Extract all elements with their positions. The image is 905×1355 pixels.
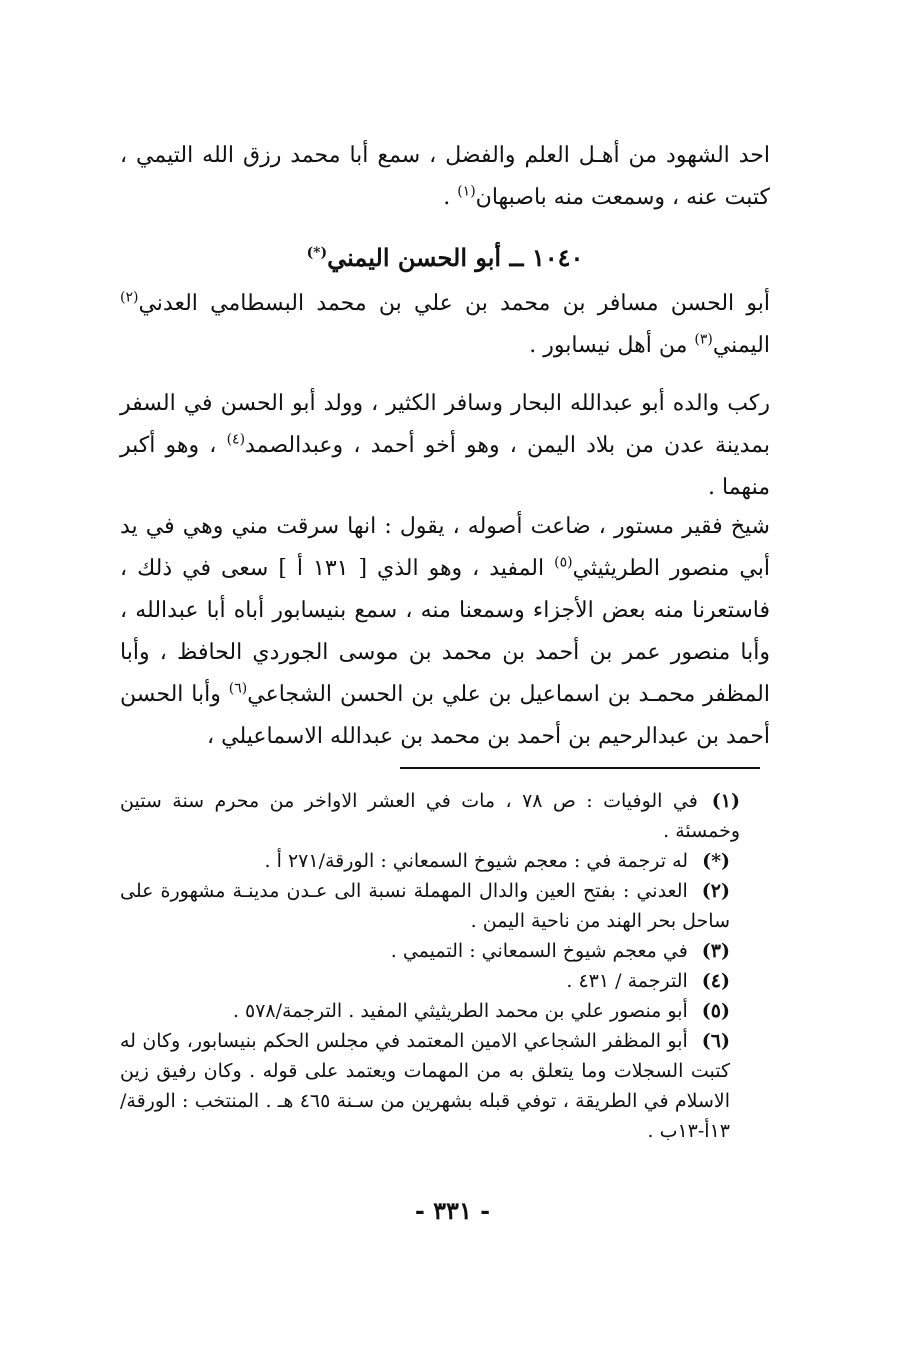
footnote-item bbox=[120, 966, 770, 996]
paragraph-sheikh-text-b: المفيد ، وهو الذي [ ١٣١ أ ] سعى في ذلك ، فاستعرنا منه بعض الأجزاء وسمعنا منه ، سمع بنيسابور أباه أبا عبدالله ، وأبا منصور عمر بن أحمد بن محمد بن موسى الجوردي الحافظ ، وأبا المظفر محمـد بن اسماعيل بن علي بن الحسن الشجاعي bbox=[120, 556, 770, 707]
footnote-item bbox=[120, 1026, 770, 1146]
footnote-text: العدني : بفتح العين والدال المهملة نسبة الى عـدن مدينـة مشهورة على ساحل بحر الهند من ناحية اليمن . bbox=[120, 880, 730, 932]
footnote-marker: (٥) bbox=[701, 1000, 730, 1022]
footnote-text: في معجم شيوخ السمعاني : التميمي . bbox=[390, 940, 688, 962]
footnote-item bbox=[120, 846, 770, 876]
footnote-divider bbox=[400, 767, 760, 769]
footnote-marker: (٢) bbox=[701, 880, 730, 902]
entry-heading bbox=[120, 240, 770, 276]
footnote-text: أبو منصور علي بن محمد الطريثيثي المفيد . الترجمة/٥٧٨ . bbox=[232, 1000, 688, 1022]
paragraph-name-text-c: من أهل نيسابور . bbox=[529, 333, 695, 358]
footnote-ref-6: (٦) bbox=[228, 680, 248, 697]
page-number: - ٣٣١ - bbox=[414, 1196, 491, 1225]
footnote-marker: (*) bbox=[702, 850, 730, 872]
footnote-marker: (١) bbox=[711, 790, 740, 812]
footnote-marker: (٤) bbox=[701, 970, 730, 992]
footnote-ref-1: (١) bbox=[457, 183, 476, 200]
paragraph-father bbox=[120, 383, 770, 509]
entry-heading-text: ١٠٤٠ ــ أبو الحسن اليمني bbox=[327, 243, 584, 272]
footnotes bbox=[120, 786, 770, 1146]
paragraph-name-text-a: أبو الحسن مسافر بن محمد بن علي بن محمد البسطامي العدني bbox=[138, 291, 770, 316]
footnote-item bbox=[120, 876, 770, 936]
footnote-ref-star: (*) bbox=[306, 245, 328, 261]
footnote-text: أبو المظفر الشجاعي الامين المعتمد في مجلس الحكم بنيسابور، وكان له كتبت السجلات وما يتعلق به من المهمات ويعتمد على قوله . وكان رفيق زين الاسلام في الطريقة ، توفي قبله بشهرين من سـنة ٤٦٥ هـ . المنتخب : الورقة/١٣أ-١٣ب . bbox=[120, 1030, 730, 1142]
paragraph-father-text-a: ركب والده أبو عبدالله البحار وسافر الكثير ، وولد أبو الحسن في السفر بمدينة عدن من بلاد اليمن ، وهو أخو أحمد ، وعبدالصمد bbox=[120, 391, 770, 458]
footnote-text: له ترجمة في : معجم شيوخ السمعاني : الورقة/٢٧١ أ . bbox=[264, 850, 689, 872]
paragraph-intro bbox=[120, 135, 770, 219]
paragraph-sheikh-text-a: شيخ فقير مستور ، ضاعت أصوله ، يقول : انها سرقت مني وهي في يد أبي منصور الطريثيثي bbox=[120, 514, 770, 581]
footnote-marker: (٦) bbox=[701, 1030, 730, 1052]
footnote-text: في الوفيات : ص ٧٨ ، مات في العشر الاواخر من محرم سنة ستين وخمسئة . bbox=[120, 790, 740, 842]
paragraph-father-text-b: ، وهو أكبر منهما . bbox=[120, 433, 770, 500]
footnote-ref-3: (٣) bbox=[694, 331, 713, 348]
footnote-ref-2: (٢) bbox=[120, 289, 139, 306]
footnote-item bbox=[120, 936, 770, 966]
footnote-marker: (٣) bbox=[701, 940, 730, 962]
paragraph-sheikh bbox=[120, 506, 770, 758]
footnote-ref-4: (٤) bbox=[226, 431, 246, 448]
footnote-ref-5: (٥) bbox=[554, 554, 573, 571]
paragraph-intro-text: احد الشهود من أهـل العلم والفضل ، سمع أبا محمد رزق الله التيمي ، كتبت عنه ، وسمعت منه باصبهان bbox=[120, 143, 770, 210]
footnote-text: الترجمة / ٤٣١ . bbox=[566, 970, 688, 992]
footnote-item bbox=[120, 786, 770, 846]
paragraph-sheikh-text-c: وأبا الحسن أحمد بن عبدالرحيم بن أحمد بن محمد بن عبدالله الاسماعيلي ، bbox=[120, 682, 770, 749]
footnote-item bbox=[120, 996, 770, 1026]
paragraph-intro-end: . bbox=[443, 185, 458, 210]
paragraph-name bbox=[120, 283, 770, 367]
paragraph-name-text-b: اليمني bbox=[712, 333, 770, 358]
